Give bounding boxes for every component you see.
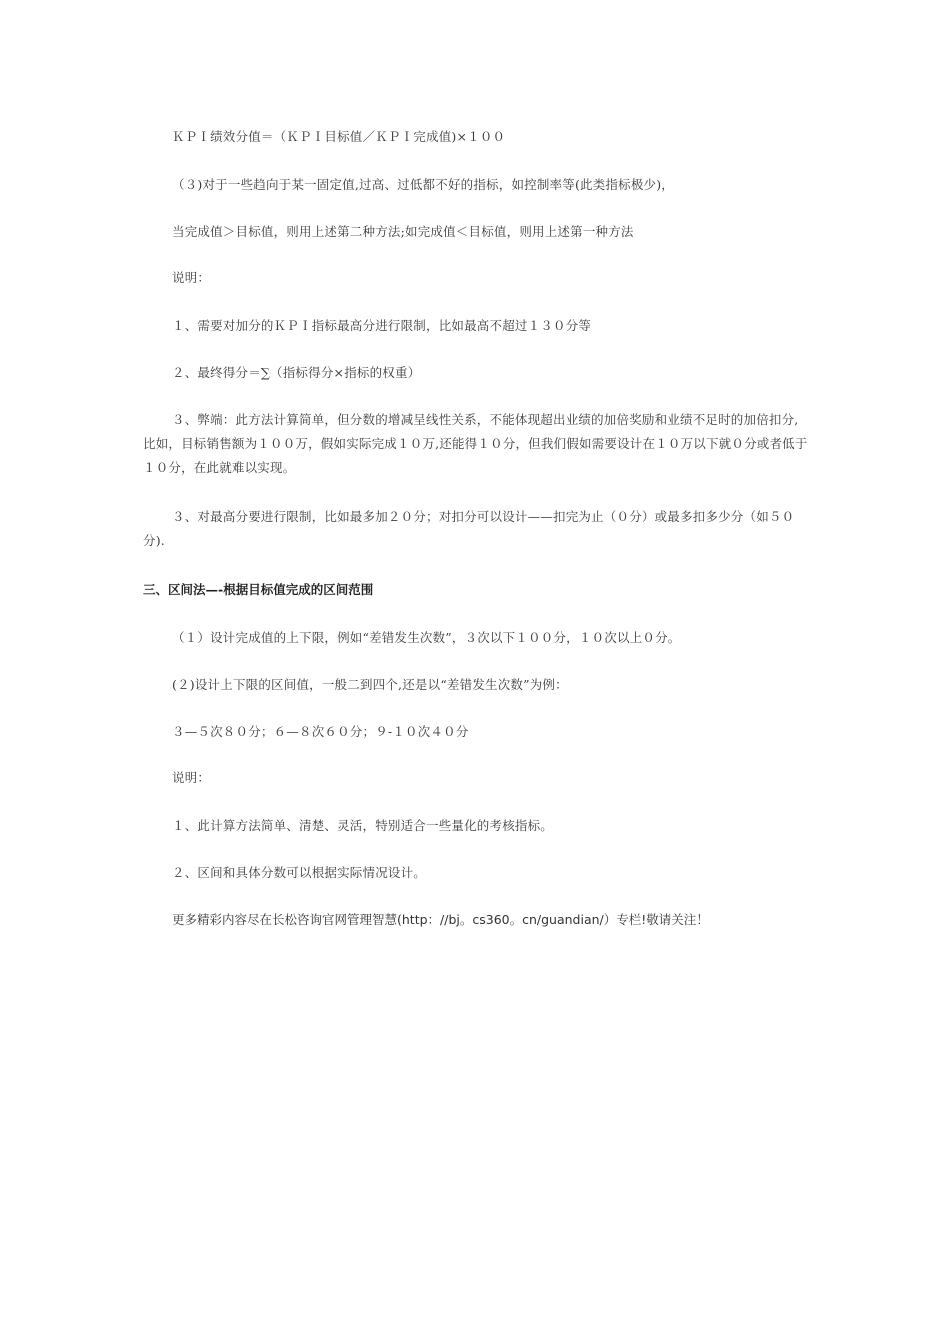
note-label: 说明： bbox=[172, 270, 211, 285]
kpi-formula-line: ＫＰＩ绩效分值＝（ＫＰＩ目标值／ＫＰＩ完成值)×１００ bbox=[172, 129, 506, 144]
interval-item-1: （１）设计完成值的上下限，例如“差错发生次数”，３次以下１００分，１０次以上０分。 bbox=[172, 630, 681, 645]
note2-item-2: ２、区间和具体分数可以根据实际情况设计。 bbox=[172, 865, 427, 880]
interval-item-2: (２)设计上下限的区间值，一般二到四个,还是以“差错发生次数”为例： bbox=[172, 677, 568, 692]
section-heading: 三、区间法—-根据目标值完成的区间范围 bbox=[143, 582, 374, 597]
note-item-2: ２、最终得分＝∑（指标得分×指标的权重） bbox=[172, 365, 421, 380]
note-item-4-paragraph: ３、对最高分要进行限制，比如最多加２０分；对扣分可以设计——扣完为止（０分）或最多扣多少分（如５０分). bbox=[143, 509, 795, 548]
interval-example-line: ３—５次８０分；６—８次６０分；９-１０次４０分 bbox=[172, 724, 469, 739]
footer-promo-line: 更多精彩内容尽在长松咨询官网管理智慧(http：//bj。cs360。cn/guandian/）专栏!敬请关注！ bbox=[172, 912, 709, 927]
method3-intro-line: （３)对于一些趋向于某一固定值,过高、过低都不好的指标，如控制率等(此类指标极少)， bbox=[172, 177, 675, 192]
note-item-1: １、需要对加分的ＫＰＩ指标最高分进行限制，比如最高不超过１３０分等 bbox=[172, 318, 592, 333]
method3-rule-line: 当完成值＞目标值，则用上述第二种方法;如完成值＜目标值，则用上述第一种方法 bbox=[172, 224, 634, 239]
note-item-3-paragraph: ３、弊端：此方法计算简单，但分数的增减呈线性关系，不能体现超出业绩的加倍奖励和业绩不足时的加倍扣分,比如，目标销售额为１００万，假如实际完成１０万,还能得１０分，但我们假如需要设计在１０万以下就０分或者低于１０分，在此就难以实现。 bbox=[143, 412, 808, 475]
note2-item-1: １、此计算方法简单、清楚、灵活，特别适合一些量化的考核指标。 bbox=[172, 818, 554, 833]
note-label-2: 说明： bbox=[172, 770, 211, 785]
